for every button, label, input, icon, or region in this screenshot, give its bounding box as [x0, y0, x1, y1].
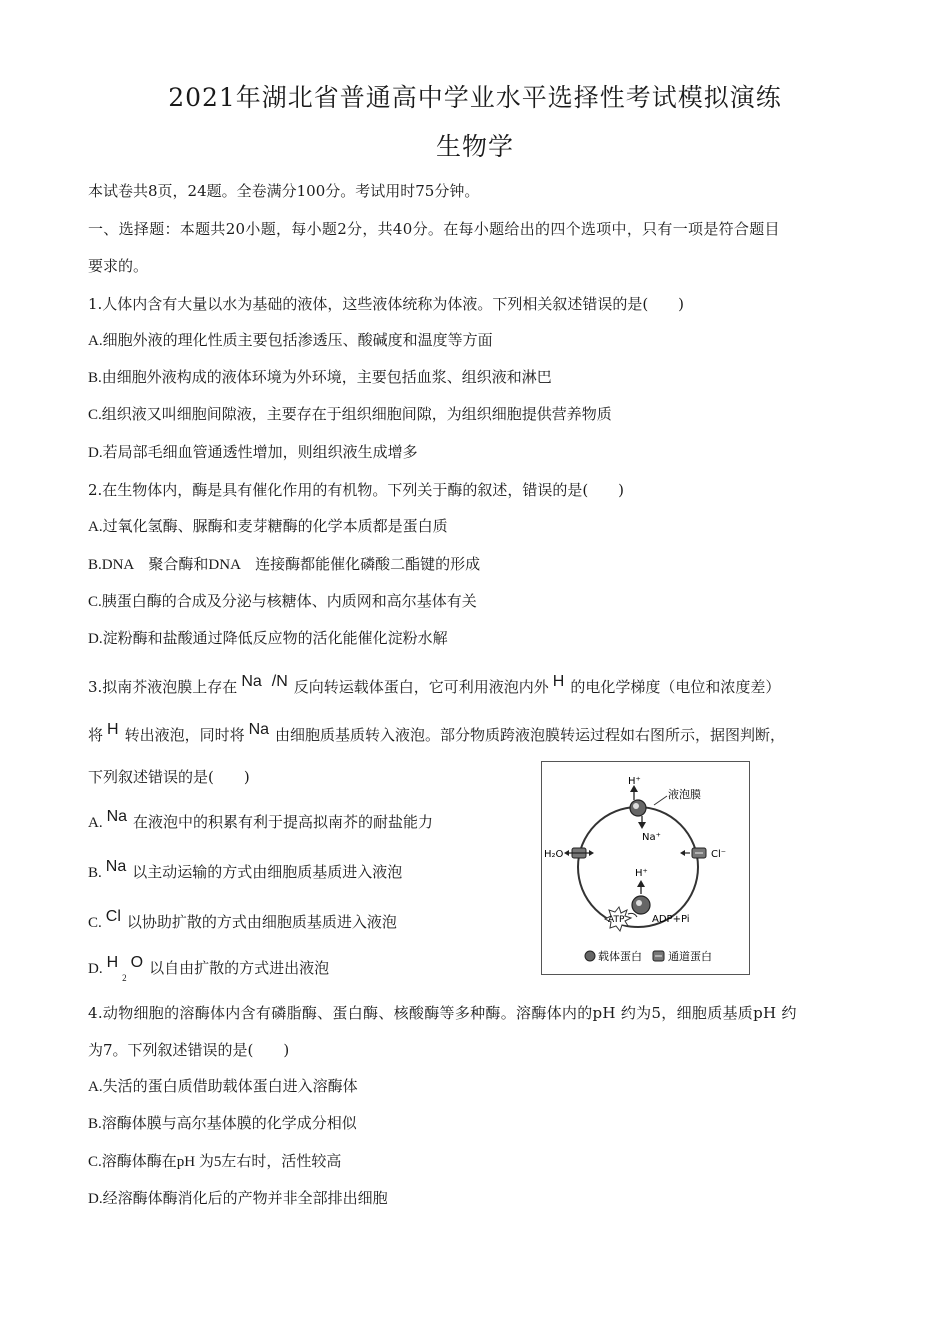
h2o-label: H₂O	[544, 849, 564, 860]
q3-option-b-text: 以主动运输的方式由细胞质基质进入液泡	[132, 865, 403, 881]
exam-title: 2021年湖北省普通高中学业水平选择性考试模拟演练	[168, 83, 782, 112]
q3-vacuole-figure	[541, 761, 750, 975]
q3-stem-line3: 下列叙述错误的是( )	[88, 768, 250, 786]
q3-option-d-o-symbol: O	[130, 954, 144, 971]
membrane-label: 液泡膜	[668, 788, 701, 801]
q3-stem-part1: 3.拟南芥液泡膜上存在	[88, 678, 238, 696]
adp-label: ADP+Pi	[652, 914, 690, 925]
q1-option-d: D.若局部毛细血管通透性增加，则组织液生成增多	[88, 445, 418, 461]
q2-option-a: A.过氧化氢酶、脲酶和麦芽糖酶的化学本质都是蛋白质	[88, 519, 448, 535]
h-bottom-label: H⁺	[635, 868, 648, 879]
q3-option-b	[88, 858, 403, 883]
q3-stem-part2: 反向转运载体蛋白，它可利用液泡内外	[293, 678, 549, 696]
q4-stem-line2: 为7。下列叙述错误的是( )	[88, 1041, 290, 1059]
q4-option-b: B.溶酶体膜与高尔基体膜的化学成分相似	[88, 1116, 357, 1132]
q3-option-a	[88, 808, 434, 833]
q3-h-symbol-2: H	[107, 721, 119, 738]
q3-option-b-symbol: Na	[105, 858, 127, 875]
q3-stem2-part3: 由细胞质基质转入液泡。部分物质跨液泡膜转运过程如右图所示，据图判断，	[275, 726, 786, 744]
q3-option-d	[88, 954, 330, 983]
q3-option-c	[88, 908, 397, 933]
q1-option-b: B.由细胞外液构成的液体环境为外环境，主要包括血浆、组织液和淋巴	[88, 370, 552, 386]
q3-stem-line1	[88, 673, 781, 698]
cl-label: Cl⁻	[711, 849, 727, 860]
membrane-label-pointer	[654, 796, 667, 805]
q3-option-a-prefix: A.	[88, 815, 103, 831]
q3-option-d-prefix: D.	[88, 961, 103, 977]
q3-stem-part3: 的电化学梯度（电位和浓度差）	[570, 678, 781, 696]
legend-channel-label: 通道蛋白	[668, 950, 712, 963]
q3-option-c-prefix: C.	[88, 915, 102, 931]
carrier-protein-bottom-highlight	[636, 900, 642, 906]
h2o-arrowhead-out	[564, 850, 569, 856]
q3-stem2-part2: 转出液泡，同时将	[124, 726, 245, 744]
q3-option-c-symbol: Cl	[105, 908, 121, 925]
q3-n-symbol: /N	[271, 673, 288, 690]
q3-option-c-text: 以协助扩散的方式由细胞质基质进入液泡	[126, 915, 397, 931]
q4-option-a: A.失活的蛋白质借助载体蛋白进入溶酶体	[88, 1079, 358, 1095]
h-influx-arrowhead	[637, 880, 645, 887]
q3-option-a-text: 在液泡中的积累有利于提高拟南芥的耐盐能力	[133, 815, 434, 831]
q3-option-b-prefix: B.	[88, 865, 102, 881]
q1-stem: 1.人体内含有大量以水为基础的液体，这些液体统称为体液。下列相关叙述错误的是( )	[88, 295, 685, 313]
subject-title: 生物学	[435, 132, 514, 161]
vacuole-diagram	[542, 762, 749, 974]
q1-option-a: A.细胞外液的理化性质主要包括渗透压、酸碱度和温度等方面	[88, 333, 493, 349]
q3-h-symbol: H	[552, 673, 565, 690]
carrier-protein-top-highlight	[633, 803, 639, 809]
section-instructions-line2: 要求的。	[88, 257, 149, 275]
q2-option-c: C.胰蛋白酶的合成及分泌与核糖体、内质网和高尔基体有关	[88, 594, 477, 610]
q2-option-b: B.DNA 聚合酶和DNA 连接酶都能催化磷酸二酯键的形成	[88, 557, 481, 573]
q4-option-c: C.溶酶体酶在pH 为5左右时，活性较高	[88, 1154, 342, 1170]
atp-hydrolysis-arrow	[628, 913, 637, 917]
q3-na-symbol-2: Na	[248, 721, 270, 738]
atp-label: ATP	[608, 915, 625, 925]
q3-option-a-symbol: Na	[106, 808, 128, 825]
q3-option-d-h-symbol: H	[106, 954, 119, 971]
section-instructions-line1: 一、选择题：本题共20小题，每小题2分，共40分。在每小题给出的四个选项中，只有一项是符合题目	[88, 220, 780, 238]
q4-stem-line1: 4.动物细胞的溶酶体内含有磷脂酶、蛋白酶、核酸酶等多种酶。溶酶体内的pH 约为5，细胞质基质pH 约	[88, 1004, 797, 1022]
h-top-label: H⁺	[628, 776, 641, 787]
q3-na-symbol: Na	[241, 673, 262, 690]
cl-arrowhead	[680, 850, 685, 856]
q3-option-d-text: 以自由扩散的方式进出液泡	[149, 961, 330, 977]
q3-option-d-subscript: 2	[122, 973, 127, 983]
na-influx-arrowhead	[638, 822, 646, 829]
q3-stem2-part1: 将	[88, 726, 104, 744]
na-label: Na⁺	[642, 832, 661, 843]
q2-stem: 2.在生物体内，酶是具有催化作用的有机物。下列关于酶的叙述，错误的是( )	[88, 481, 625, 499]
q1-option-c: C.组织液又叫细胞间隙液，主要存在于组织细胞间隙，为组织细胞提供营养物质	[88, 407, 612, 423]
legend-carrier-icon	[585, 951, 595, 961]
q3-stem-line2	[88, 721, 786, 746]
h2o-arrowhead-in	[589, 850, 594, 856]
q4-option-d: D.经溶酶体酶消化后的产物并非全部排出细胞	[88, 1191, 388, 1207]
exam-intro: 本试卷共8页，24题。全卷满分100分。考试用时75分钟。	[88, 182, 480, 200]
legend-carrier-label: 载体蛋白	[598, 950, 642, 963]
q2-option-d: D.淀粉酶和盐酸通过降低反应物的活化能催化淀粉水解	[88, 631, 448, 647]
